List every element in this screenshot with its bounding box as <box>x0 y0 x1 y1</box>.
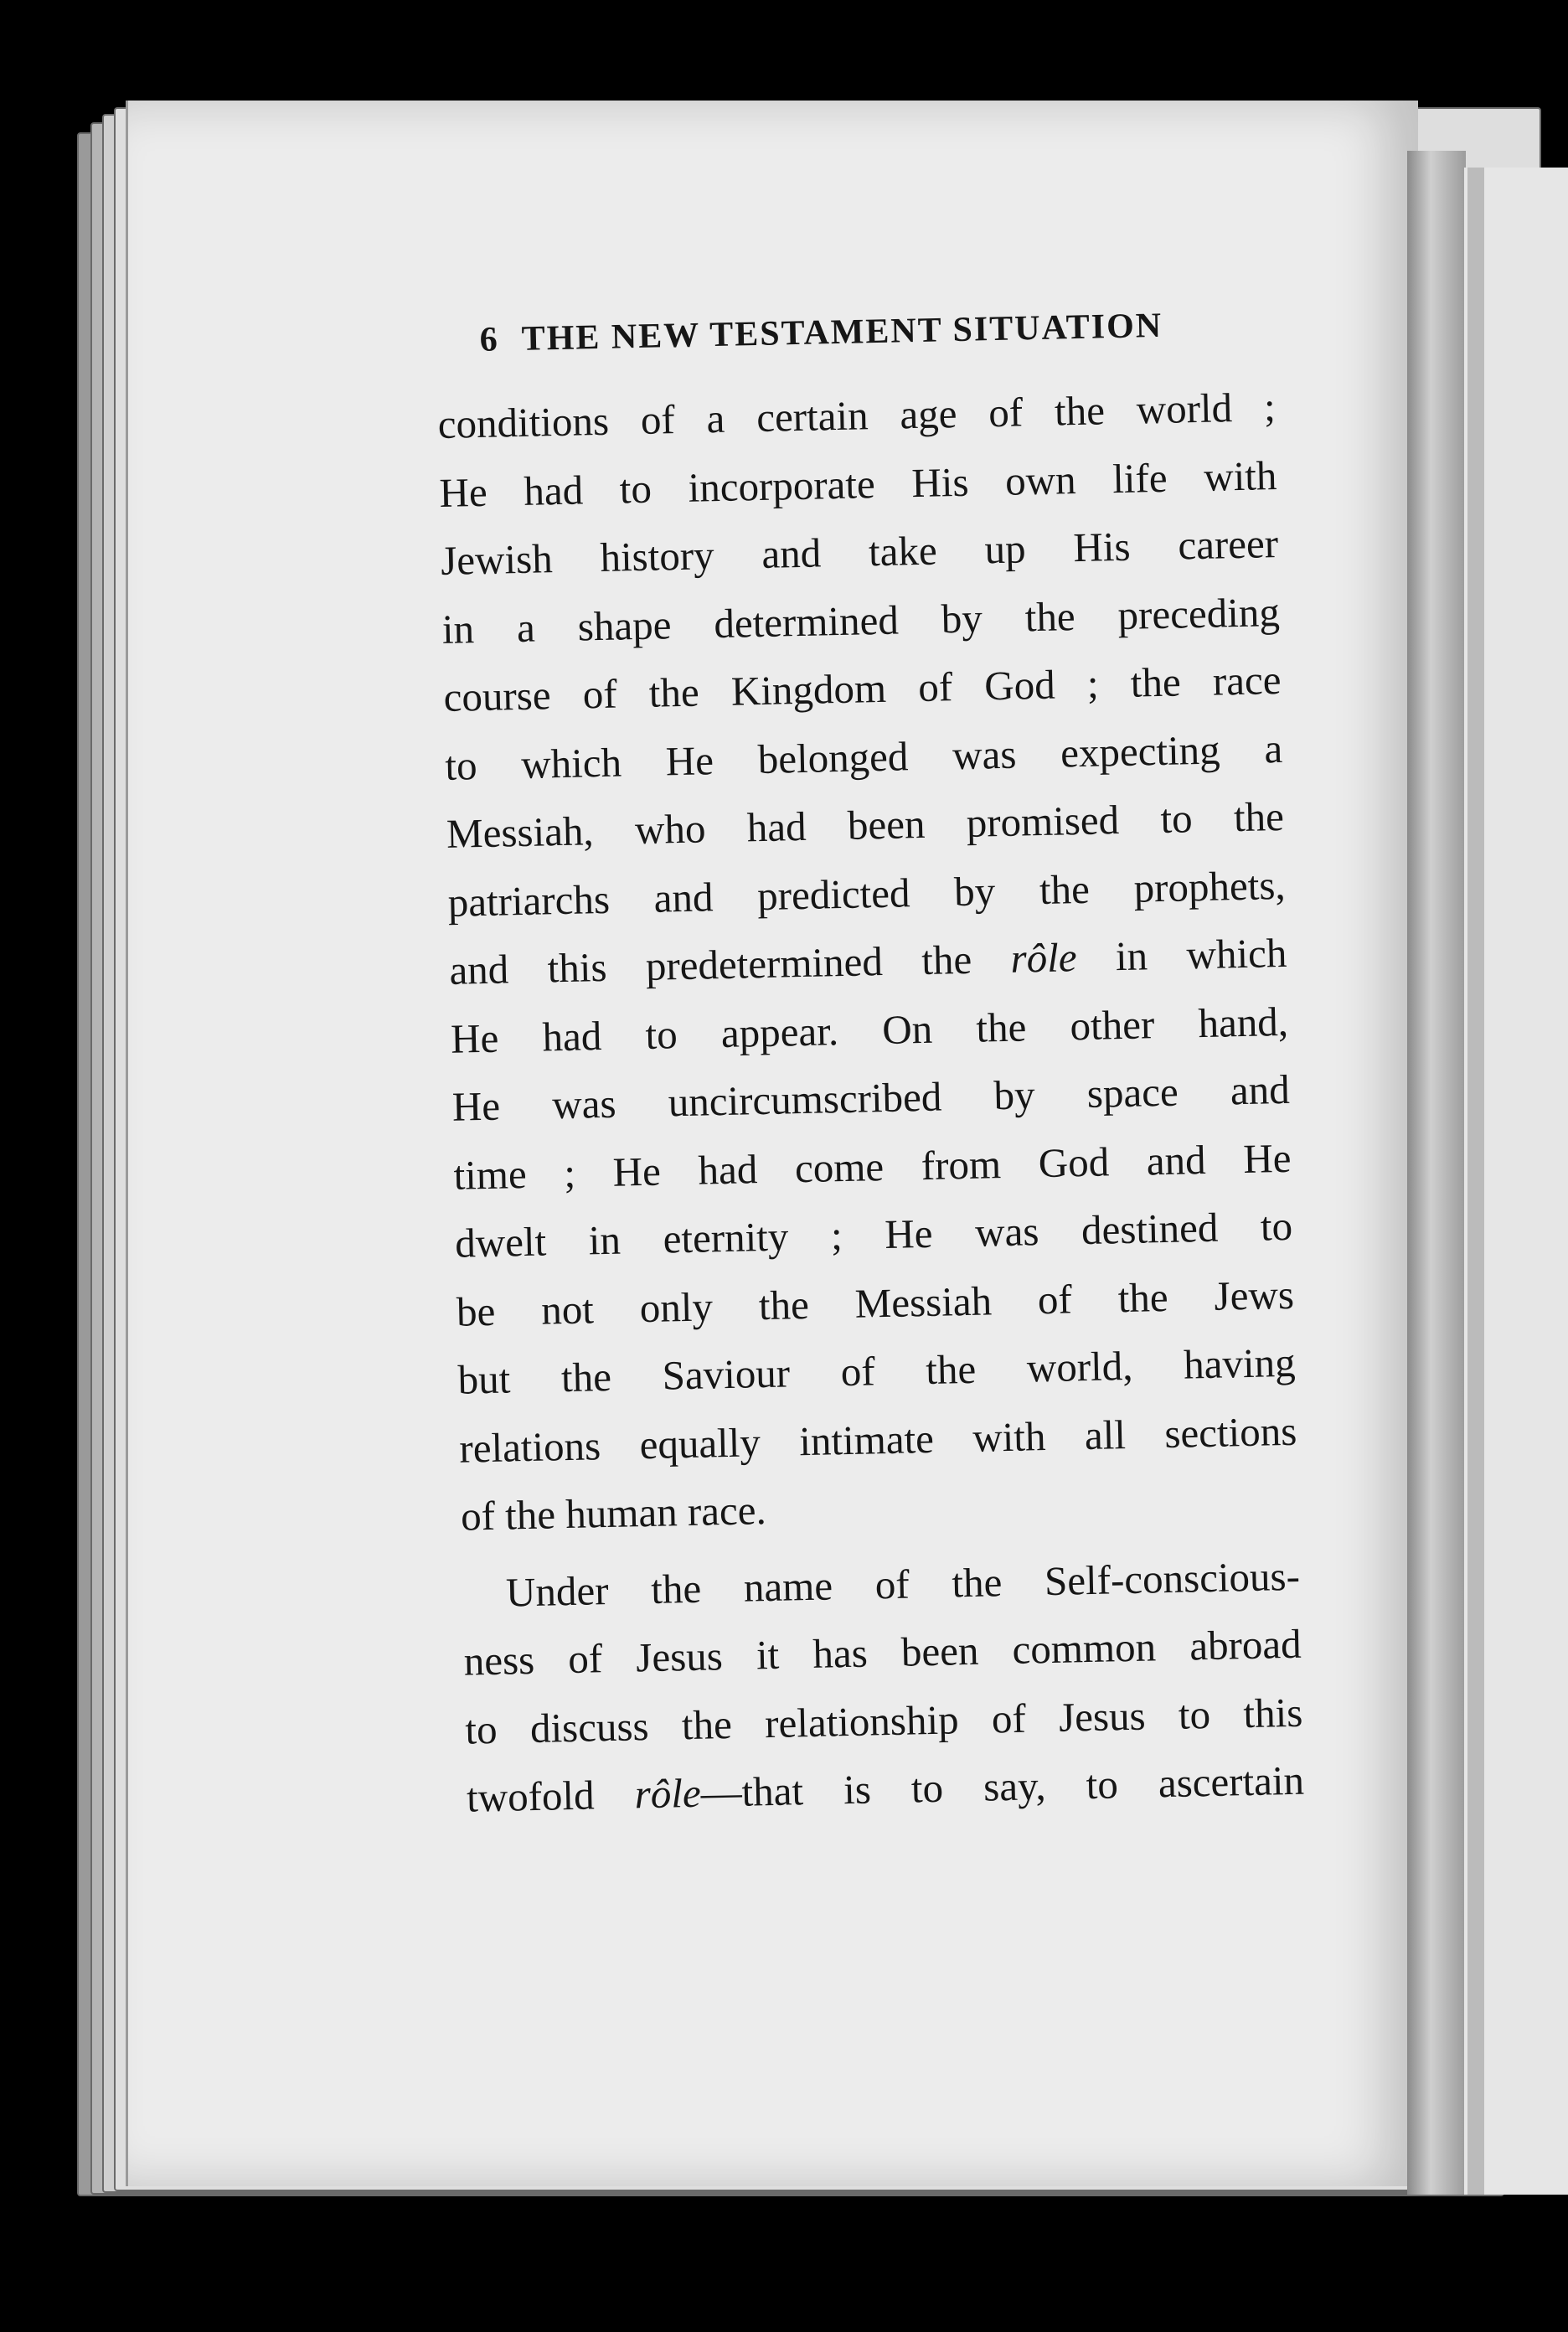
italic-word: rôle <box>1009 934 1078 982</box>
text-line: time ; He had come from God and He <box>453 1134 1292 1199</box>
text-line: of the human race. <box>460 1487 767 1540</box>
text-line: conditions of a certain age of the world ; <box>437 384 1277 447</box>
text-line: dwelt in eternity ; He was destined to <box>454 1202 1293 1267</box>
page-number: 6 <box>479 320 500 359</box>
text-line: to which He belonged was expecting a <box>444 725 1283 789</box>
text-segment: and this predetermined the <box>448 935 1012 993</box>
book-gutter <box>1407 151 1466 2195</box>
text-line: patriarchs and predicted by the prophets, <box>447 861 1287 926</box>
paragraph-1 <box>437 373 1299 1550</box>
paragraph-2 <box>462 1541 1305 1832</box>
text-line: relations equally intimate with all sections <box>458 1407 1297 1472</box>
text-line: in a shape determined by the preceding <box>441 588 1281 653</box>
text-line: Under the name of the Self-conscious- <box>505 1552 1301 1616</box>
running-head-title: THE NEW TESTAMENT SITUATION <box>521 306 1163 359</box>
text-line: to discuss the relationship of Jesus to this <box>464 1689 1303 1753</box>
text-line: be not only the Messiah of the Jews <box>456 1271 1295 1335</box>
facing-page-shadow <box>1467 168 1484 2195</box>
text-line: Messiah, who had been promised to the <box>446 792 1285 857</box>
page-text-block <box>436 294 1305 1832</box>
text-line: He had to incorporate His own life with <box>438 451 1277 516</box>
italic-word: rôle <box>634 1769 702 1818</box>
text-line: ness of Jesus it has been common abroad <box>463 1620 1302 1685</box>
text-segment: in which <box>1075 929 1287 981</box>
text-segment: twofold <box>466 1771 636 1821</box>
text-segment: —that is to say, to ascertain <box>700 1757 1305 1816</box>
text-line: course of the Kingdom of God ; the race <box>443 656 1282 720</box>
text-line: He had to appear. On the other hand, <box>450 998 1289 1062</box>
text-line: but the Saviour of the world, having <box>457 1339 1297 1403</box>
text-line: He was uncircumscribed by space and <box>451 1065 1291 1130</box>
text-line: Jewish history and take up His career <box>440 519 1279 584</box>
